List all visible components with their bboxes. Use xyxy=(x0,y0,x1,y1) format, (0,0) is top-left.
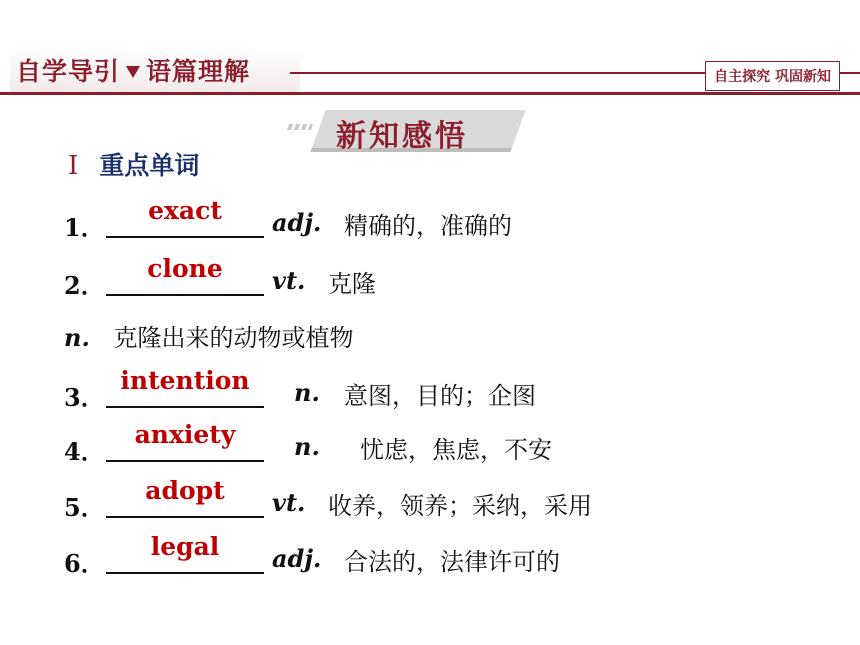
item-number: 3． xyxy=(64,383,105,412)
lesson-header xyxy=(10,48,300,92)
section-heading xyxy=(68,146,199,182)
answer-blank xyxy=(106,406,264,408)
item-number: 6． xyxy=(64,549,105,578)
definition: 克隆 xyxy=(328,270,376,298)
triangle-down-icon xyxy=(126,66,140,78)
definition: 合法的，法律许可的 xyxy=(344,548,560,576)
part-of-speech: n. xyxy=(294,378,320,407)
answer-text: legal xyxy=(150,532,220,561)
part-of-speech: vt. xyxy=(272,266,306,295)
part-of-speech: n. xyxy=(64,323,90,352)
item-number: 2． xyxy=(64,271,105,300)
answer-text: anxiety xyxy=(134,420,236,449)
header-subtitle-tag: 自主探究 巩固新知 xyxy=(705,61,840,91)
part-of-speech: adj. xyxy=(272,208,322,237)
badge-title: 新知感悟 xyxy=(336,119,468,154)
definition: 收养，领养；采纳，采用 xyxy=(328,492,592,520)
item-number: 4． xyxy=(64,437,105,466)
definition: 意图，目的；企图 xyxy=(344,382,536,410)
item-number: 5． xyxy=(64,493,105,522)
section-label: 重点单词 xyxy=(99,151,200,180)
definition: 克隆出来的动物或植物 xyxy=(113,324,354,352)
decorative-dashes xyxy=(287,124,313,130)
answer-blank xyxy=(106,572,264,574)
answer-text: adopt xyxy=(145,476,225,505)
answer-blank xyxy=(106,516,264,518)
section-number: Ⅰ xyxy=(68,151,79,181)
answer-text: exact xyxy=(148,196,222,225)
definition: 精确的，准确的 xyxy=(344,212,512,240)
answer-blank xyxy=(106,236,264,238)
item-number: 1． xyxy=(64,213,105,242)
header-title-part2: 语篇理解 xyxy=(146,57,251,86)
section-badge xyxy=(318,110,528,154)
part-of-speech: n. xyxy=(294,432,320,461)
answer-text: clone xyxy=(147,254,223,283)
answer-blank xyxy=(106,294,264,296)
part-of-speech: adj. xyxy=(272,544,322,573)
header-rule xyxy=(0,92,860,95)
vocab-item-continuation xyxy=(64,318,353,353)
header-title-part1: 自学导引 xyxy=(16,57,121,86)
answer-text: intention xyxy=(120,366,250,395)
definition: 忧虑，焦虑，不安 xyxy=(360,436,552,464)
answer-blank xyxy=(106,460,264,462)
part-of-speech: vt. xyxy=(272,488,306,517)
